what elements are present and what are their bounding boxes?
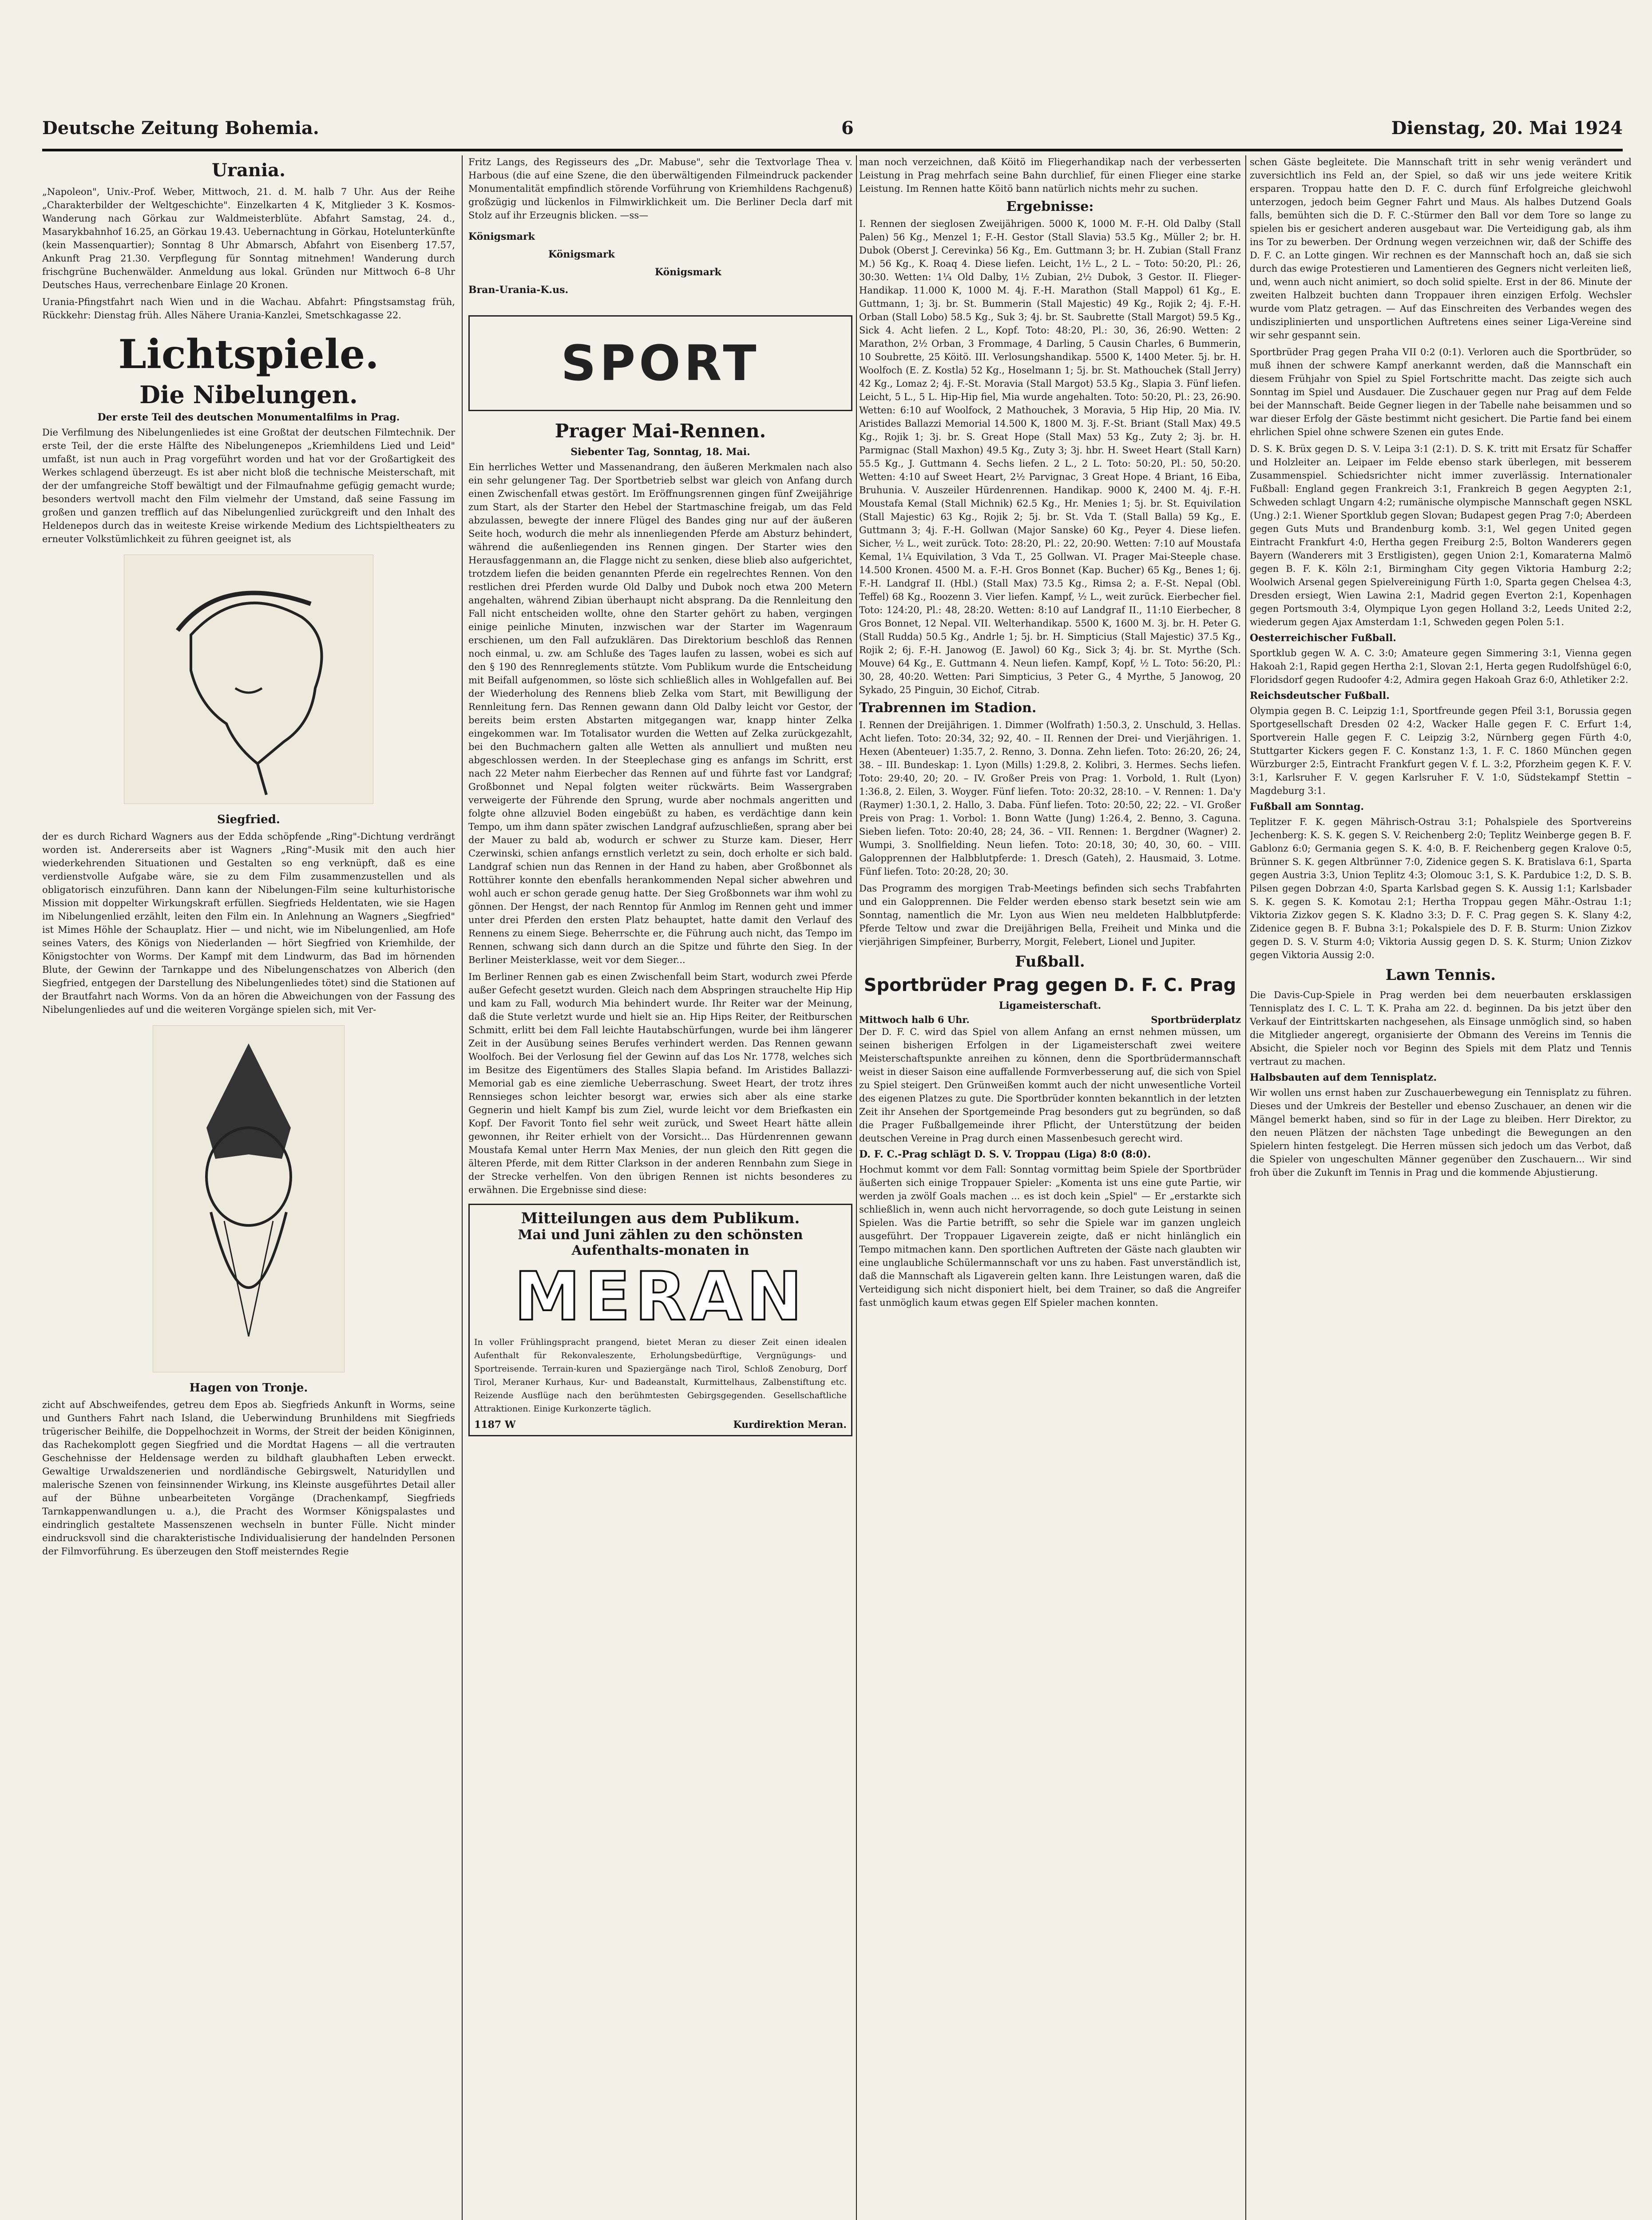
match2-report-end: schen Gäste begleitete. Die Mannschaft tritt in sehr wenig verändert und zuversichtlich ins Feld an, der Spiel, so daß wir uns jede weitere Kritik ersparen. Troppau hatte den D. F. C. durch fünf Erfolgreiche gleichwohl unterzogen, jedoch beim Gegner Fahrt und Maus. Als halbes Dutzend Goals falls, bemühten sich die D. F. C.-Stürmer den Ball vor dem Tore so lange zu spielen bis er gesichert anderen ausgebaut war. Die Verteidigung gab, als ihm ins Tor zu bewerben. Der Ordnung wegen verzeichnen wir, daß der Schiffe des D. F. C. an Lotte gingen. Wir rechnen es der Mannschaft hoch an, daß sie sich durch das ewige Protestieren und Lamentieren des Gegners nicht verleiten ließ, und, wenn auch nicht animiert, so doch solid spielte. Erst in der 86. Minute der zweiten Halbzeit buchten dann Troppauer ihren einzigen Erfolg. Wechsler wurde vom Platz getragen. — Auf das Einschreiten des Verbandes wegen des undisziplinierten und unsportlichen Auftretens eines seiner Liga-Vereine sind wir sehr gespannt sein. <box>1250 157 1632 341</box>
cinema-listing-4: Bran-Urania-K.us. <box>468 284 569 296</box>
nibelungen-subheading: Der erste Teil des deutschen Monumentalfilms in Prag. <box>97 412 400 423</box>
nibelungen-text-2: der es durch Richard Wagners aus der Edda schöpfende „Ring"-Dichtung verdrängt worden ist. Andererseits aber ist Wagners „Ring"-Musik mit den auch hier wiederkehrenden Situationen und Gestalten so eng verknüpft, daß es eine verdienstvolle Aufgabe wäre, sie zu dem Film zusammenzustellen und als obligatorisch einzuführen. Dann kann der Nibelungen-Film seine kulturhistorische Mission mit doppelter Wirkungskraft erfüllen. Siegfrieds Heldentaten, wie sie Hagen im Nibelungenlied erzählt, leiten den Film ein. In Anlehnung an Wagners „Siegfried" ist Mimes Höhle der Schauplatz. Hier — und nicht, wie im Nibelungenlied, am Hofe seines Vaters, des Königs von Niederlanden — hört Siegfried von Kriemhilde, der Königstochter von Worms. Der Kampf mit dem Lindwurm, das Bad im hörnenden Blute, der Gewinn der Tarnkappe und des Nibelungenschatzes von Alberich (den Siegfried, entgegen der Darstellung des Nibelungenliedes tötet) sind die Stationen auf der Brautfahrt nach Worms. Von da an hören die Abweichungen von der Fassung des Nibelungenliedes auf und die weiteren Vorgänge spielen sich, mit Ver- <box>42 831 455 1015</box>
match-subheading: Ligameisterschaft. <box>998 1000 1101 1011</box>
sport-banner <box>468 315 852 411</box>
column-2 <box>468 155 852 2220</box>
cinema-listing-3: Königsmark <box>655 266 721 278</box>
column-1 <box>42 155 455 2220</box>
column-4 <box>1250 155 1632 2220</box>
football-heading: Fußball. <box>1015 953 1085 971</box>
tennis-heading: Lawn Tennis. <box>1385 966 1496 984</box>
column-3 <box>859 155 1241 2220</box>
sunday-football-heading: Fußball am Sonntag. <box>1250 801 1364 813</box>
hagen-caption: Hagen von Tronje. <box>189 1381 308 1395</box>
urania-text: „Napoleon", Univ.-Prof. Weber, Mittwoch, 21. d. M. halb 7 Uhr. Aus der Reihe „Charakterbilder der Weltgeschichte". Einzelkarten 4 K, Mitglieder 3 K. Kosmos-Wanderung nach Görkau zur Waldmeisterblüte. Abfahrt Samstag, 24. d., Masarykbahnhof 16.25, an Görkau 19.43. Uebernachtung in Görkau, Hotelunterkünfte (kein Massenquartier); Sonntag 8 Uhr Abmarsch, Abfahrt von Eisenberg 17.57, Ankunft Prag 21.30. Verpflegung für Sonntag mitnehmen! Wanderung durch frischgrüne Buchenwälder. Anmeldung aus lokal. Gründen nur Mittwoch 6–8 Uhr Deutsches Haus, verrechenbare Einlage 20 Kronen. <box>42 186 455 290</box>
match3-report: Sportbrüder Prag gegen Praha VII 0:2 (0:1). Verloren auch die Sportbrüder, so muß ihnen der schwere Kampf anerkannt werden, daß die Mannschaft ein diesem Frühjahr von Spiel zu Spiel Fortschritte macht. Das zeigte sich auch Sonntag im Spiel und Ausdauer. Die Zuschauer gegen nur Prag auf dem Felde bei der Mannschaft. Beide Gegner liegen in der Tabelle nahe beisammen und so war dieser Erfolg der Gäste bestimmt nicht gesichert. Die Partie fand bei einem ehrlichen Spiel ohne schwere Szenen ein gutes Ende. <box>1250 347 1632 437</box>
tennis2-text: Wir wollen uns ernst haben zur Zuschauerbewegung ein Tennisplatz zu führen. Dieses und der Umkreis der Besteller und ebenso Zuschauer, an denen wir die Mängel bemerkt haben, sind so für in der Lage zu bleiben. Herr Direktor, zu den neuen Plätzen der nächsten Tage unbedingt die Bewegungen an den Spielern hinten festgelegt. Die Herren müssen sich jedoch um das Verbot, daß die Spieler von ungeschulten Männer gegenüber den Zuschauern... Wir sind froh über die Zukunft im Tennis in Prag und die kommende Abjustierung. <box>1250 1087 1632 1178</box>
race-report-end: man noch verzeichnen, daß Köitö im Fliegerhandikap nach der verbesserten Leistung in Prag mehrfach seine Bahn durchlief, für einen Flieger eine starke Leistung. Im Rennen hatte Köitö bann natürlich nichts mehr zu suchen. <box>859 157 1241 194</box>
ad-signature: Kurdirektion Meran. <box>733 1419 847 1431</box>
column-rule <box>462 155 463 2220</box>
sunday-football-results: Teplitzer F. K. gegen Mährisch-Ostrau 3:1; Pohalspiele des Sportvereins Jechenberg: K. S. K. gegen S. V. Reichenberg 2:0; Teplitz Weinberge gegen B. F. Gablonz 6:0; Germania gegen S. K. 4:0, B. F. Reichenberg gegen Kralove 0:5, Brünner S. K. gegen Altbrünner 7:0, Zidenice gegen S. K. Bratislava 6:1, Sparta gegen Austria 3:3, Union Teplitz 4:3; Olomouc 3:1, S. K. Pardubice 1:2, D. S. B. Pilsen gegen Dobrzan 4:0, Sparta Karlsbad gegen S. K. Aussig 1:1; Karlsbader S. K. gegen S. K. Komotau 2:1; Hertha Troppau gegen Mähr.-Ostrau 1:1; Viktoria Zizkov gegen S. K. Kladno 3:3; D. F. C. Prag gegen S. K. Slany 4:2, Zidenice gegen B. F. Bubna 3:1; Pokalspiele des D. F. B. Sturm: Union Zizkov gegen D. S. V. Sturm 4:0; Viktoria Aussig gegen D. S. K. Sturm; Union Zizkov gegen Viktoria Aussig 2:0. <box>1250 817 1632 960</box>
urania-pfingstfahrt: Urania-Pfingstfahrt nach Wien und in die Wachau. Abfahrt: Pfingstsamstag früh, Rückkehr: Dienstag früh. Alles Nähere Urania-Kanzlei, Smetschkagasse 22. <box>42 297 455 321</box>
trabrennen-results: I. Rennen der Dreijährigen. 1. Dimmer (Wolfrath) 1:50.3, 2. Unschuld, 3. Hellas. Acht liefen. Toto: 20:34, 32; 92, 40. – II. Rennen der Drei- und Vierjährigen. 1. Hexen (Abenteuer) 1:35.7, 2. Renno, 3. Donna. Zehn liefen. Toto: 26:20, 26; 24, 38. – III. Bundeskap: 1. Lyon (Mills) 1:29.8, 2. Kolibri, 3. Hermes. Sechs liefen. Toto: 29:40, 20; 20. – IV. Großer Preis von Prag: 1. Vorbold, 1. Rult (Lyon) 1:36.8, 2. Eilen, 3. Woyger. Fünf liefen. Toto: 20:32, 28:10. – V. Rennen: 1. Da'y (Raymer) 1:30.1, 2. Hallo, 3. Daba. Fünf liefen. Toto: 20:50, 22; 22. – VI. Großer Preis von Prag: 1. Vorbol: 1. Bonn Watte (Jung) 1:26.4, 2. Benno, 3. Caguna. Sieben liefen. Toto: 20:40, 28; 24, 36. – VII. Rennen: 1. Bergdner (Wagner) 2. Wumpi, 3. Snollfielding. Neun liefen. Toto: 20:18, 30; 40, 30, 60. – VIII. Galopprennen der Halbblutpferde: 1. Dresch (Gateh), 2. Hausmaid, 3. Lotme. Fünf liefen. Toto: 20:28, 20; 30. <box>859 720 1241 877</box>
match-preview: Der D. F. C. wird das Spiel von allem Anfang an ernst nehmen müssen, um seinen bisherigen Erfolgen in der Ligameisterschaft zwei weitere Meisterschaftspunkte anreihen zu können, denn die Sportbrüdermannschaft weist in dieser Saison eine auffallende Formverbesserung auf, die sich von Spiel zu Spiel steigert. Den Grünweißen kommt auch der nicht unwesentliche Vorteil des eigenen Platzes zu gute. Die Sportbrüder konnten bekanntlich in der letzten Zeit ihr Ansehen der Sportgemeinde Prag besonders gut zu begründen, so daß die Prager Fußballgemeinde ihrer Pflicht, der Unterstützung der beiden deutschen Vereine in Prag durch einen Massenbesuch gerecht wird. <box>859 1027 1241 1144</box>
newspaper-name: Deutsche Zeitung Bohemia. <box>42 118 319 139</box>
austrian-football-heading: Oesterreichischer Fußball. <box>1250 632 1396 644</box>
page-number: 6 <box>841 118 854 139</box>
match-time: Mittwoch halb 6 Uhr. <box>859 1014 970 1025</box>
football-results: D. S. K. Brüx gegen D. S. V. Leipa 3:1 (2:1). D. S. K. tritt mit Ersatz für Schaffer und Holzleiter an. Leipaer im Felde ebenso stark überlegen, mit besserem Zusammenspiel. Schiedsrichter nicht immer zuverlässig. Internationaler Fußball: England gegen Frankreich 3:1, Frankreich B gegen Aegypten 2:1, Schweden schlagt Ungarn 4:2; rumänische olympische Mannschaft gegen NSKL (Ung.) 2:1. Wiener Sportklub gegen Slovan; Budapest gegen Prag 7:0; Aberdeen gegen Guts Muts und Brandenburg komb. 3:1, Wel gegen United gegen Eintracht Frankfurt 4:0, Hertha gegen Freiburg 2:5, Bolton Wanderers gegen Bayern (Wanderers mit 3 Erstligisten), gegen Union 2:1, Komaraterna Malmö gegen B. F. K. Köln 2:1, Birmingham City gegen Viktoria Hamburg 2:2; Woolwich Arsenal gegen Spielvereinigung Fürth 1:0, Sparta gegen Chelsea 4:3, Dresden ersiegt, Wien Lawina 2:1, Madrid gegen Everton 2:1, Kopenhagen gegen Portsmouth 3:4, Olympique Lyon gegen Holland 3:2, Leeds United 2:2, wiederum gegen Ajax Amsterdam 1:1, Schweden gegen Polen 5:1. <box>1250 444 1632 627</box>
meran-advertisement <box>468 1204 852 1436</box>
race-heading: Prager Mai-Rennen. <box>555 420 766 442</box>
siegfried-caption: Siegfried. <box>217 813 280 826</box>
hagen-illustration <box>153 1025 345 1372</box>
column-rule <box>856 155 857 2220</box>
cinema-listing-2: Königsmark <box>548 249 615 260</box>
ad-city: MERAN <box>514 1258 807 1336</box>
issue-date: Dienstag, 20. Mai 1924 <box>1391 118 1623 139</box>
race-report: Ein herrliches Wetter und Massenandrang, den äußeren Merkmalen nach also ein sehr gelungener Tag. Der Sportbetrieb selbst war gleich von Anfang durch einen Zwischenfall etwas gestört. Im Eröffnungsrennen gingen fünf Zweijährige zum Start, als der Starter den Hebel der Startmaschine freigab, um das Feld abzulassen, bewegte der innere Flügel des Bandes ging nur auf der äußeren Seite hoch, wodurch die mehr als innenliegenden Pferde am Absturz behindert, während die außenliegenden ins Rennen gingen. Der Starter wies den Herausfaggenmann an, die Flagge nicht zu senken, diese blieb also aufgerichtet, trotzdem liefen die beiden genannten Pferde ein regelrechtes Rennen. Von den restlichen drei Pferden wurde Old Dalby und Dubok noch etwa 200 Metern angehalten, während Zibian überhaupt nicht absprang. Da die Rennleitung den Fall nicht entscheiden wollte, ohne den Starter gehört zu haben, vergingen einige peinliche Minuten, inzwischen war der Starter im Wagenraum erschienen, um den Fall aufzuklären. Das Direktorium beschloß das Rennen noch einmal, u. zw. am Schluße des Tages laufen zu lassen, wobei es sich auf den § 190 des Rennreglements stützte. Vom Publikum wurde die Entscheidung mit Beifall aufgenommen, so löste sich schließlich alles in Wohlgefallen auf. Bei der Wiederholung des Rennens blieb Zelka vom Start, mit Bewilligung der Rennleitung fern. Das Rennen gewann dann Old Dalby leicht vor Gestor, der bereits beim ersten Abstarten mitgegangen war, knapp hinter Zelka eingekommen war. Im Totalisator wurden die Wetten auf Zelka zurückgezahlt, bei den Buchmachern galten alle Wetten als annulliert und mußten neu abgeschlossen werden. In der Steeplechase ging es anfangs im Schritt, erst nach 22 Meter nahm Eierbecher das Rennen auf und führte fast vor Landgraf; Großbonnet und Nepal folgten weiter rückwärts. Beim Wassergraben verweigerte der Führende den Sprung, wurde aber nochmals angeritten und folgte ohne allzuviel Boden eingebüßt zu haben, es verdächtige dann kein Tempo, um ihm dann später zwischen Landgraf aufzuschließen, sprang aber bei der Mauer zu bald ab, wodurch er schwer zu Sturze kam. Dieser, Herr Czerwinski, schien anfangs ernstlich verletzt zu sein, doch erholte er sich bald. Landgraf schien nun das Rennen in der Hand zu haben, aber Großbonnet als Rottührer konnte den ebenfalls herankommenden Nepal sicher abwehren und wohl auch er schon gerade genug hatte. Der Sieg Großbonnets war ihm wohl zu gönnen. Der Hengst, der nach Renntop für Anmlog im Rennen geht und immer unter drei Pferden den ersten Platz behauptet, hatte damit den Verlauf des Rennens zu einem Siege. Beherrschte er, die Führung auch nicht, das Tempo im Rennen, schwang sich dann durch an die Spitze und führte den Sieg. In der Berliner Meisterklasse, weit vor dem Sieger... <box>468 462 852 965</box>
match-headline: Sportbrüder Prag gegen D. F. C. Prag <box>864 975 1236 995</box>
urania-heading: Urania. <box>212 160 285 181</box>
film-review-end: Fritz Langs, des Regisseurs des „Dr. Mabuse", sehr die Textvorlage Thea v. Harbous (die auf eine Szene, die den überwältigenden Filmeindruck packender Monumentalität empfindlich störende Vorführung von Kriemhildens Rachgenuß) großzügig und lückenlos in Filmwirklichkeit um. Die Berliner Decla darf mit Stolz auf ihr Erzeugnis blicken. —ss— <box>468 157 852 221</box>
ad-text: In voller Frühlingspracht prangend, bietet Meran zu dieser Zeit einen idealen Aufenthalt für Rekonvaleszente, Erholungsbedürftige, Vergnügungs- und Sportreisende. Terrain-kuren und Spaziergänge nach Tirol, Schloß Zenoburg, Dorf Tirol, Meraner Kurhaus, Kur- und Badeanstalt, Kurmittelhaus, Zalbenstiftung etc. Reizende Ausflüge nach den berühmtesten Gebirgsgegenden. Gesellschaftliche Attraktionen. Einige Kurkonzerte täglich. <box>474 1337 847 1414</box>
ad-code: 1187 W <box>474 1419 516 1431</box>
tennis-text: Die Davis-Cup-Spiele in Prag werden bei dem neuerbauten ersklassigen Tennisplatz des I. C. L. T. K. Praha am 22. d. beginnen. Da bis jetzt über den Verkauf der Eintrittskarten nachgesehen, als Einsage unmöglich sind, so haben die Mitglieder angeregt, organisierte der Obmann des Vereins im Tennis die Absicht, die Spieler noch vor Beginn des Spiels mit dem Platz und Tennis vertraut zu machen. <box>1250 990 1632 1067</box>
nibelungen-text: Die Verfilmung des Nibelungenliedes ist eine Großtat der deutschen Filmtechnik. Der erste Teil, der die erste Hälfte des Nibelungenepos „Kriemhildens Lied und Leid" umfaßt, ist nun auch in Prag vorgeführt worden und hat vor der Großartigkeit des Werkes schlagend überzeugt. Es ist aber nicht bloß die technische Meisterschaft, mit der der umfangreiche Stoff bewältigt und der Filmaufnahme gefügig gemacht wurde; besonders wertvoll macht den Film vielmehr der Umstand, daß seine Fassung im großen und ganzen trefflich auf das Nibelungenlied zurückgreift und den Inhalt des Heldenepos durch das in weiteste Kreise wirkende Medium des Lichtspieltheaters zu erneuter Volkstümlichkeit zu führen geeignet ist, als <box>42 427 455 544</box>
ad-heading: Mitteilungen aus dem Publikum. <box>521 1209 800 1227</box>
cinema-listing <box>468 226 852 306</box>
newspaper-header <box>42 113 1623 151</box>
sport-banner-text: SPORT <box>561 335 760 392</box>
column-rule <box>1245 155 1246 2220</box>
german-football-heading: Reichsdeutscher Fußball. <box>1250 690 1390 702</box>
match2-headline: D. F. C.-Prag schlägt D. S. V. Troppau (Liga) 8:0 (8:0). <box>859 1149 1151 1160</box>
trabrennen-programme: Das Programm des morgigen Trab-Meetings befinden sich sechs Trabfahrten und ein Galopprennen. Die Felder werden ebenso stark besetzt sein wie am Sonntag, namentlich die Mr. Lyon aus Wien neu meldeten Halbblutpferde: Pferde Teltow und zwar die Dreijährigen Bella, Freiheit und Minka und die vierjährigen Simpfeiner, Burberry, Morgit, Felebert, Lionel und Jupiter. <box>859 883 1241 947</box>
austrian-football-results: Sportklub gegen W. A. C. 3:0; Amateure gegen Simmering 3:1, Vienna gegen Hakoah 2:1, Rapid gegen Hertha 2:1, Slovan 2:1, Herta gegen Rudolfshügel 6:0, Floridsdorf gegen Rudoofer 4:2, Admira gegen Hakoah Graz 6:0, Athletiker 2:2. <box>1250 648 1632 685</box>
cinema-listing-1: Königsmark <box>468 231 535 242</box>
nibelungen-text-3: zicht auf Abschweifendes, getreu dem Epos ab. Siegfrieds Ankunft in Worms, seine und Gunthers Fahrt nach Island, die Ueberwindung Brunhildens mit Siegfrieds trügerischer Beihilfe, die Doppelhochzeit in Worms, der Streit der beiden Königinnen, das Rachekomplott gegen Siegfried und die Mordtat Hagens — all die vertrauten Geschehnisse der Heldensage werden zu bildhaft glaubhaften Leben erweckt. Gewaltige Urwaldszenerien und nordländische Gebirgswelt, Naturidyllen und malerische Szenen von feinsinnender Wirkung, ins Kleinste ausgeführtes Detail aller auf der Bühne unbearbeiteten Vorgänge (Drachenkampf, Siegfrieds Tarnkappenwandlungen u. a.), die Pracht des Wormser Königspalastes und eindringlich gestaltete Massenszenen wechseln in bunter Fülle. Nicht minder eindrucksvoll sind die charakteristische Individualisierung der handelnden Personen der Filmvorführung. Es überzeugen den Stoff meisterndes Regie <box>42 1399 455 1557</box>
nibelungen-heading: Die Nibelungen. <box>139 381 358 409</box>
race-subheading: Siebenter Tag, Sonntag, 18. Mai. <box>570 446 750 458</box>
race-report-2: Im Berliner Rennen gab es einen Zwischenfall beim Start, wodurch zwei Pferde außer Gefecht gesetzt wurden. Gleich nach dem Abspringen strauchelte Hip Hip und kam zu Fall, wodurch Mia behindert wurde. Ihr Reiter war der Meinung, daß die Stute verletzt wurde und hielt sie an. Hip Hips Reiter, der Reitburschen Schmitt, erlitt bei dem Fall leichte Hautabschürfungen, wurde bei ihm längerer Zeit in der Ausübung seines Berufes verhindert werden. Das Rennen gewann Woolfoch. Bei der Verlosung fiel der Gewinn auf das Los Nr. 1778, welches sich im Besitze des Eigentümers des Stalles Slapia befand. Im Aristides Ballazzi-Memorial gab es eine ziemliche Ueberraschung. Sweet Heart, der trotz ihres Rennsieges schon leichter besorgt war, erwies sich aber als eine starke Gegnerin und hielt Kampf bis zum Ziel, wurde leicht vor dem Briefkasten ein Kopf. Der Favorit Tonto fiel sehr weit zurück, und Sweet Heart hätte allein gewonnen, ihr Reiter erhielt von der Vorsicht... Das Hürdenrennen gewann Moustafa Kemal unter Herrn Max Menies, der nun gleich den Ritt gegen die älteren Pferde, mit dem Ritter Clarkson in der anderen Rennbahn zum Siege in der Strecke verhelfen. Von den übrigen Rennen ist nichts besonderes zu erwähnen. Die Ergebnisse sind diese: <box>468 971 852 1195</box>
siegfried-illustration <box>124 555 373 804</box>
tennis2-heading: Halbsbauten auf dem Tennisplatz. <box>1250 1072 1437 1083</box>
match2-report: Hochmut kommt vor dem Fall: Sonntag vormittag beim Spiele der Sportbrüder äußerten sich einige Troppauer Spieler: „Komenta ist uns eine gute Partie, wir werden ja zwölf Goals machen ... es ist doch kein „Spiel" — Er „erstarkte sich schließlich in, wenn auch nicht hervorragende, so doch gute Leistung in seinen Spielen. Was die Partie betrifft, so sehr die Spiele war im ganzen ungleich ausgeführt. Der Troppauer Ligaverein zeigte, daß er nicht hinlänglich ein Tempo mitmachen kann. Den sportlichen Auftreten der Gäste nach glaubten wir eine unglaubliche Schülermannschaft vor uns zu haben. Fast unverständlich ist, daß die Mannschaft als Ligaverein gelten kann. Ihre Leistungen waren, daß die Verteidigung sich nicht disponiert hielt, bei dem Trainer, so daß die Angreifer fast unmöglich kaum etwas gegen Elf Spieler machen konnten. <box>859 1164 1241 1308</box>
results-heading: Ergebnisse: <box>1006 199 1094 214</box>
lichtspiele-heading: Lichtspiele. <box>118 331 379 378</box>
siegfried-drawing <box>124 555 373 804</box>
german-football-results: Olympia gegen B. C. Leipzig 1:1, Sportfreunde gegen Pfeil 3:1, Borussia gegen Sportgesellschaft Dresden 02 4:2, Wacker Halle gegen F. C. Erfurt 1:4, Sportverein Halle gegen F. C. Leipzig 3:2, Nürnberg gegen Fürth 4:0, Stuttgarter Kickers gegen F. C. Konstanz 1:3, 1. F. C. 1860 München gegen Würzburger 2:5, Eintracht Frankfurt gegen V. f. L. 3:2, Pforzheim gegen K. F. V. 3:1, Karlsruher F. V. gegen Karlsruher F. V. 1:0, Südstekampf Stettin – Magdeburg 3:1. <box>1250 706 1632 796</box>
ad-tagline: Mai und Juni zählen zu den schönsten Aufenthalts-monaten in <box>518 1227 803 1258</box>
race-results: I. Rennen der sieglosen Zweijährigen. 5000 K, 1000 M. F.-H. Old Dalby (Stall Palen) 56 Kg., Menzel 1; F.-H. Gestor (Stall Slavia) 53.5 Kg., Müller 2; br. H. Dubok (Oberst J. Cerevinka) 56 Kg., Em. Guttmann 3; br. H. Zubian (Stall Franz M.) 56 Kg., K. Roaq 4. Diese liefen. Leicht, 1½ L., 2 L. – Toto: 50:20, Pl.: 26, 30:30. Wetten: 1¼ Old Dalby, 1½ Zubian, 2½ Dubok, 3 Gestor. II. Flieger-Handikap. 11.000 K, 1000 M. 4j. F.-H. Marathon (Stall Mappol) 61 Kg., E. Guttmann, 1; 3j. br. St. Bummerin (Stall Majestic) 49 Kg., Rojik 2; 4j. F.-H. Orban (Stall Lobo) 58.5 Kg., Suk 3; 4j. br. St. Saubrette (Stall Margot) 59.5 Kg., Sick 4. Acht liefen. 2 L., Kopf. Toto: 48:20, Pl.: 30, 36, 26:90. Wetten: 2 Marathon, 2½ Orban, 3 Frommage, 4 Darling, 5 Causin Charles, 6 Bummerin, 10 Soubrette, 25 Köitö. III. Verlosungshandikap. 5500 K, 1400 Meter. 5j. br. H. Woolfoch (E. Z. Kostla) 52 Kg., Hoselmann 1; 5j. br. St. Mathouchek (Stall Jerry) 42 Kg., Lomaz 2; 4j. F.-St. Moravia (Stall Margot) 53.5 Kg., Slapia 3. Fünf liefen. Leicht, 5 L., 5 L. Hip-Hip fiel, Mia wurde angehalten. Toto: 50:20, Pl.: 23, 26:90. Wetten: 6:10 auf Woolfock, 2 Mathouchek, 3 Moravia, 5 Hip Hip, 20 Mia. IV. Aristides Ballazzi Memorial 14.500 K, 1800 M. 3j. F.-St. Briant (Stall Max) 49.5 Kg., Rojik 1; 3j. br. S. Great Hope (Stall Max) 53 Kg., Zuty 2; 3j. br. H. Parmignac (Stall Maxhon) 49.5 Kg., Zuty 3; 3j. hbr. H. Sweet Heart (Stall Karn) 55.5 Kg., J. Guttmann 4. Sechs liefen. 2 L., 2 L. Toto: 50:20, Pl.: 50, 50:20. Wetten: 4:10 auf Sweet Heart, 2½ Parvignac, 3 Great Hope. 4 Briant, 16 Eiba, Bruhunia. V. Auszeiler Hürdenrennen. Handikap. 9000 K, 2400 M. 4j. F.-H. Moustafa Kemal (Stall Michnik) 62.5 Kg., Hr. Menies 1; 5j. br. St. Equivilation (Stall Majestic) 63 Kg., Rojik 2; 5j. br. St. Vda T. (Stall Balla) 59 Kg., E. Guttmann 3; 4j. F.-H. Gollwan (Major Sanske) 60 Kg., Peyer 4. Diese liefen. Sicher, ½ L., weit zurück. Toto: 28:20, Pl.: 22, 20:90. Wetten: 7:10 auf Moustafa Kemal, 1¼ Equivilation, 3 Vda T., 25 Gollwan. VI. Prager Mai-Steeple chase. 14.500 Kronen. 4500 M. a. F.-H. Gros Bonnet (Kap. Bucher) 65 Kg., Benes 1; 6j. F.-H. Landgraf II. (Hbl.) (Stall Max) 73.5 Kg., Rimsa 2; a. F.-St. Nepal (Obl. Teffel) 68 Kg., Roozenn 3. Vier liefen. Kampf, ½ L., weit zurück. Eierbecher fiel. Toto: 124:20, Pl.: 48, 28:20. Wetten: 8:10 auf Landgraf II., 11:10 Eierbecher, 8 Gros Bonnet, 12 Nepal. VII. Welterhandikap. 5500 K, 1600 M. 3j. br. H. Peter G. (Stall Rudda) 50.5 Kg., Andrle 1; 5j. br. H. Simpticius (Stall Majestic) 37.5 Kg., Rojik 2; 6j. F.-H. Janowog (E. Jawol) 60 Kg., Sick 3; 4j. br. St. Myrthe (Sch. Mouve) 64 Kg., E. Guttmann 4. Neun liefen. Kampf, Kopf, ½ L. Toto: 56:20, Pl.: 30, 28, 40:20. Wetten: Pari Simpticius, 3 Peter G., 4 Myrthe, 5 Janowog, 20 Sykado, 25 Pinguin, 30 Eichof, Citrab. <box>859 218 1241 695</box>
hagen-drawing <box>153 1026 344 1372</box>
trabrennen-heading: Trabrennen im Stadion. <box>859 700 1037 716</box>
match-place: Sportbrüderplatz <box>1151 1014 1241 1025</box>
